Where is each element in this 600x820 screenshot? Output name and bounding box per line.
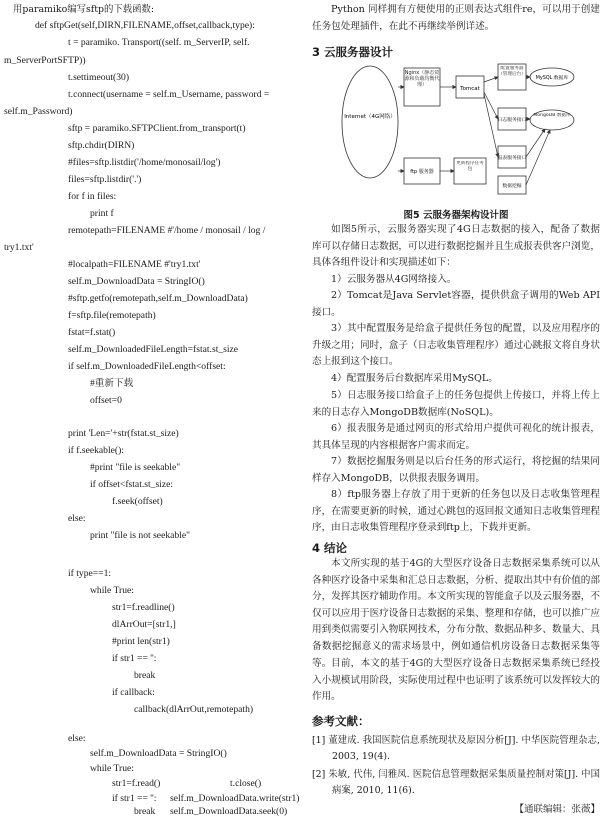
code-line: offset=0 <box>90 395 122 406</box>
code-line: self.m_DownloadData = StringIO() <box>90 748 227 759</box>
tomcat-label: Tomcat <box>460 86 480 92</box>
list-item: 6）报表服务是通过网页的形式给用户提供可视化的统计报表，其具体呈现的内容根据客户需求而定。 <box>312 423 600 451</box>
code-line: else: <box>68 733 86 744</box>
code-intro-line: 用paramiko编写sftp的下载函数: <box>13 4 155 15</box>
code-line: sftp.chdir(DIRN) <box>68 140 135 151</box>
internet-node <box>342 66 398 178</box>
conclusion-paragraph: 本文所实现的基于4G的大型医疗设备日志数据采集系统可以从各种医疗设备中采集和汇总日志数据，分析、提取出其中有价值的部分，发挥其医疗辅助作用。本文所实现的智能盒子以及云服务器，不仅可以应用于医疗设备日志数据的采集、整理和存储，也可以推广应用到类似需要引入物联网技术，分布分散、数据品种多、数量大、具备数据挖掘意义的需求场景中，例如通信机房设备日志数据采集等等。 <box>312 558 600 669</box>
list-item: 2）Tomcat是Java Servlet容器，提供供盒子调用的Web API接口。 <box>312 290 600 318</box>
body-paragraph: 如图5所示，云服务器实现了4G日志数据的接入，配备了数据库可以存储日志数据，可以进行数据挖掘并且生成报表供客户浏览，具体各组件设计和实现描述如下： <box>312 224 600 269</box>
code-line: f=sftp.file(remotepath) <box>68 310 156 321</box>
code-line: t = paramiko. Transport((self. m_ServerIP, self. <box>68 37 250 48</box>
architecture-diagram <box>340 62 580 200</box>
code-line: files=sftp.listdir('.') <box>68 174 142 185</box>
code-line: dlArrOut=[str1,] <box>112 619 176 630</box>
code-line: self.m_Password) <box>4 106 73 117</box>
code-line: #print len(str1) <box>112 636 170 647</box>
code-line: callback(dlArrOut,remotepath) <box>134 704 254 715</box>
mysql-label: MySQL 数据库 <box>535 76 569 81</box>
code-line: #重新下载 <box>90 378 134 389</box>
code-line: if type==1: <box>68 568 112 579</box>
conclusion-paragraph: 目前，本文的基于4G的大型医疗设备日志数据采集系统已经投入小规模试用阶段，实际使用过程中也证明了该系统可以发挥较大的作用。 <box>312 658 600 703</box>
editor-credit: 【通联编辑：张薇】 <box>514 804 600 815</box>
code-line: print f <box>90 208 114 219</box>
code-line: if self.m_DownloadedFileLength<offset: <box>68 361 226 372</box>
code-line: while True: <box>90 763 134 774</box>
code-line: sftp = paramiko.SFTPClient.from_transport(t) <box>68 123 246 134</box>
update-package-label: 更新程序任务包 <box>456 161 484 172</box>
code-line: remotepath=FILENAME #'/home / monosail / log / <box>68 225 266 236</box>
intro-paragraph: Python 同样拥有方便使用的正则表达式组件re，可以用于创建任务包处理插件，在此不再继续举例详述。 <box>312 4 600 32</box>
list-item: 4）配置服务后台数据库采用MySQL。 <box>331 373 498 384</box>
code-line: t.close() <box>230 778 262 789</box>
code-line: self.m_DownloadData = StringIO() <box>68 276 205 287</box>
code-line: if callback: <box>112 687 155 698</box>
code-line: f.seek(offset) <box>112 496 163 507</box>
section-4-heading: 4 结论 <box>312 541 348 555</box>
code-line: self.m_DownloadData.write(str1) <box>170 793 300 804</box>
list-item: 8）ftp服务器上存放了用于更新的任务包以及日志收集管理程序，在需要更新的时候，通过心跳包的返回报文通知日志收集管理程序，由日志收集管理程序登录到ftp上，下载并更新。 <box>312 489 600 534</box>
right-column <box>312 0 600 820</box>
code-line: str1=f.read() <box>112 778 161 789</box>
log-service-label: 日志服务接口 <box>497 118 527 123</box>
reference-item: [2] 朱敏, 代伟, 闫雅凤. 医院信息管理数据采集质量控制对策[J]. 中国病案, 2010, 11(6). <box>312 769 600 796</box>
data-mining-label: 数据挖掘 <box>502 184 522 189</box>
list-item: 5）日志服务接口给盒子上的任务包提供上传接口，并将上传上来的日志存入MongoDB数据库(NoSQL)。 <box>312 390 600 418</box>
code-line: if str1 == '': <box>112 793 157 804</box>
ftp-server-label: ftp 服务器 <box>410 169 434 175</box>
code-line: #files=sftp.listdir('/home/monosail/log') <box>68 157 221 168</box>
code-line: #localpath=FILENAME #'try1.txt' <box>68 259 201 270</box>
code-line: try1.txt' <box>4 242 34 253</box>
code-line: #sftp.getfo(remotepath,self.m_DownloadData) <box>68 293 248 304</box>
report-service-label: 报表服务接口 <box>497 156 527 161</box>
code-line: break <box>134 806 156 817</box>
config-server-label: 配置服务器（管理后台） <box>498 66 526 77</box>
references-heading: 参考文献： <box>312 714 370 728</box>
code-line: def sftpGet(self,DIRN,FILENAME,offset,callback,type): <box>35 20 255 31</box>
code-line: fstat=f.stat() <box>68 327 116 338</box>
code-line: if f.seekable(): <box>68 445 124 456</box>
code-line: print 'Len='+str(fstat.st_size) <box>68 428 179 439</box>
list-item: 3）其中配置服务是给盒子提供任务包的配置，以及应用程序的升级之用；同时，盒子（日志收集管理程序）通过心跳报文将自身状态上报到这个接口。 <box>312 323 600 368</box>
nginx-label: Nginx（静态资源和负载均衡代理） <box>404 70 440 88</box>
code-line: self.m_DownloadData.seek(0) <box>170 806 288 817</box>
code-line: #print "file is seekable" <box>90 462 181 473</box>
code-line: else: <box>68 513 86 524</box>
code-line: if offset<fstat.st_size: <box>90 479 174 490</box>
reference-item: [1] 董建成. 我国医院信息系统现状及原因分析[J]. 中华医院管理杂志, 2003, 19(4). <box>312 735 600 762</box>
code-line: m_ServerPortSFTP)) <box>4 55 86 66</box>
code-line: self.m_DownloadedFileLength=fstat.st_size <box>68 344 239 355</box>
internet-label: Internet（4G网络） <box>344 114 396 120</box>
figure-caption: 图5 云服务器架构设计图 <box>403 210 509 221</box>
code-line: if str1 == '': <box>112 653 157 664</box>
list-item: 1）云服务器从4G网络接入。 <box>331 274 457 285</box>
code-line: break <box>134 670 156 681</box>
code-line: for f in files: <box>68 191 117 202</box>
code-line: t.settimeout(30) <box>68 72 130 83</box>
code-line: t.connect(username = self.m_Username, password = <box>68 89 270 100</box>
section-3-heading: 3 云服务器设计 <box>312 45 394 59</box>
mongodb-label: MongoDB 数据库 <box>533 113 571 118</box>
code-line: str1=f.readline() <box>112 602 175 613</box>
code-line: while True: <box>90 585 134 596</box>
list-item: 7）数据挖掘服务则是以后台任务的形式运行，将挖掘的结果同样存入MongoDB，以供报表服务调用。 <box>312 456 600 484</box>
code-line: print "file is not seekable" <box>90 530 191 541</box>
